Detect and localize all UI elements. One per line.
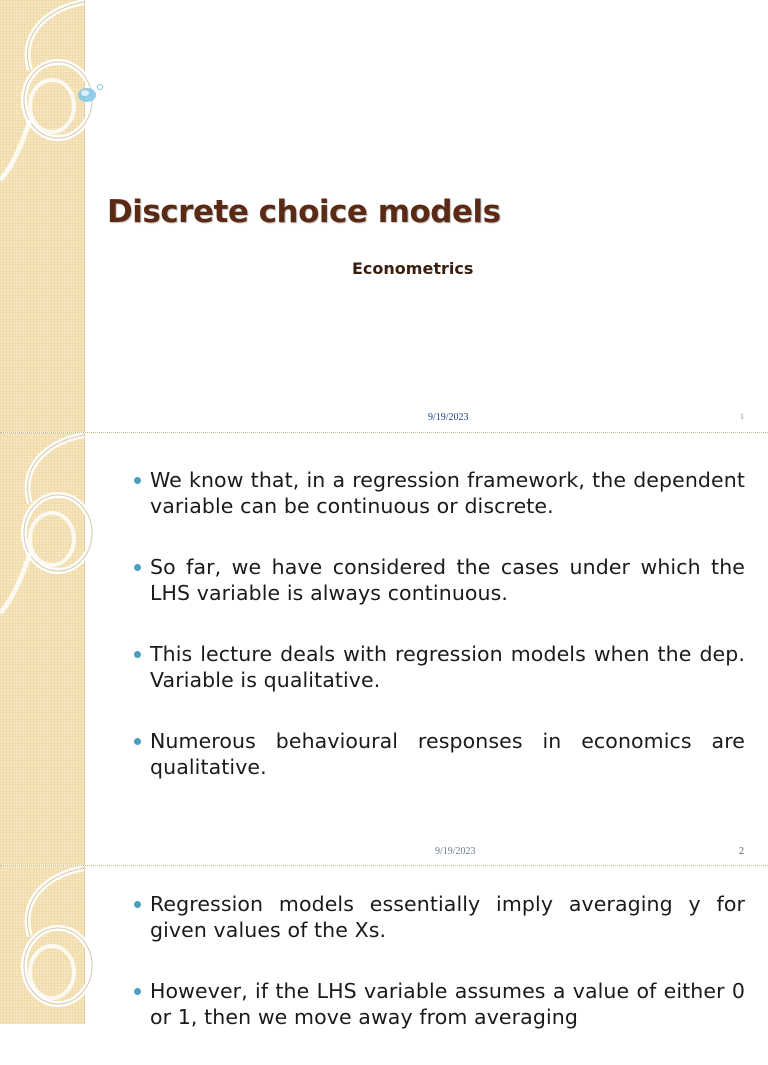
bullet-text: Numerous behavioural responses in economics are qualitative. [150, 729, 745, 779]
bullet-text: We know that, in a regression framework, the dependent variable can be continuous or discrete. [150, 468, 745, 518]
slide-page-number: 1 [740, 412, 744, 421]
slide-page-number: 2 [739, 846, 744, 857]
list-item [130, 467, 745, 519]
slide-date: 9/19/2023 [435, 846, 476, 857]
list-item [130, 554, 745, 606]
slide-subtitle: Econometrics [352, 259, 474, 278]
bullet-text: This lecture deals with regression models when the dep. Variable is qualitative. [150, 642, 745, 692]
slide-date: 9/19/2023 [428, 412, 469, 423]
swirl-ornament-icon [0, 433, 130, 633]
bullet-list [130, 891, 745, 1065]
list-item [130, 891, 745, 943]
list-item [130, 978, 745, 1030]
swirl-ornament-icon [0, 0, 130, 200]
bullet-list [130, 467, 745, 815]
list-item [130, 641, 745, 693]
bullet-text: So far, we have considered the cases under which the LHS variable is always continuous. [150, 555, 745, 605]
slide-title: Discrete choice models [107, 194, 501, 230]
swirl-ornament-icon [0, 866, 130, 1024]
list-item [130, 728, 745, 780]
bullet-text: However, if the LHS variable assumes a value of either 0 or 1, then we move away from averaging [150, 979, 745, 1029]
bullet-text: Regression models essentially imply averaging y for given values of the Xs. [150, 892, 745, 942]
slide-1 [0, 0, 768, 432]
